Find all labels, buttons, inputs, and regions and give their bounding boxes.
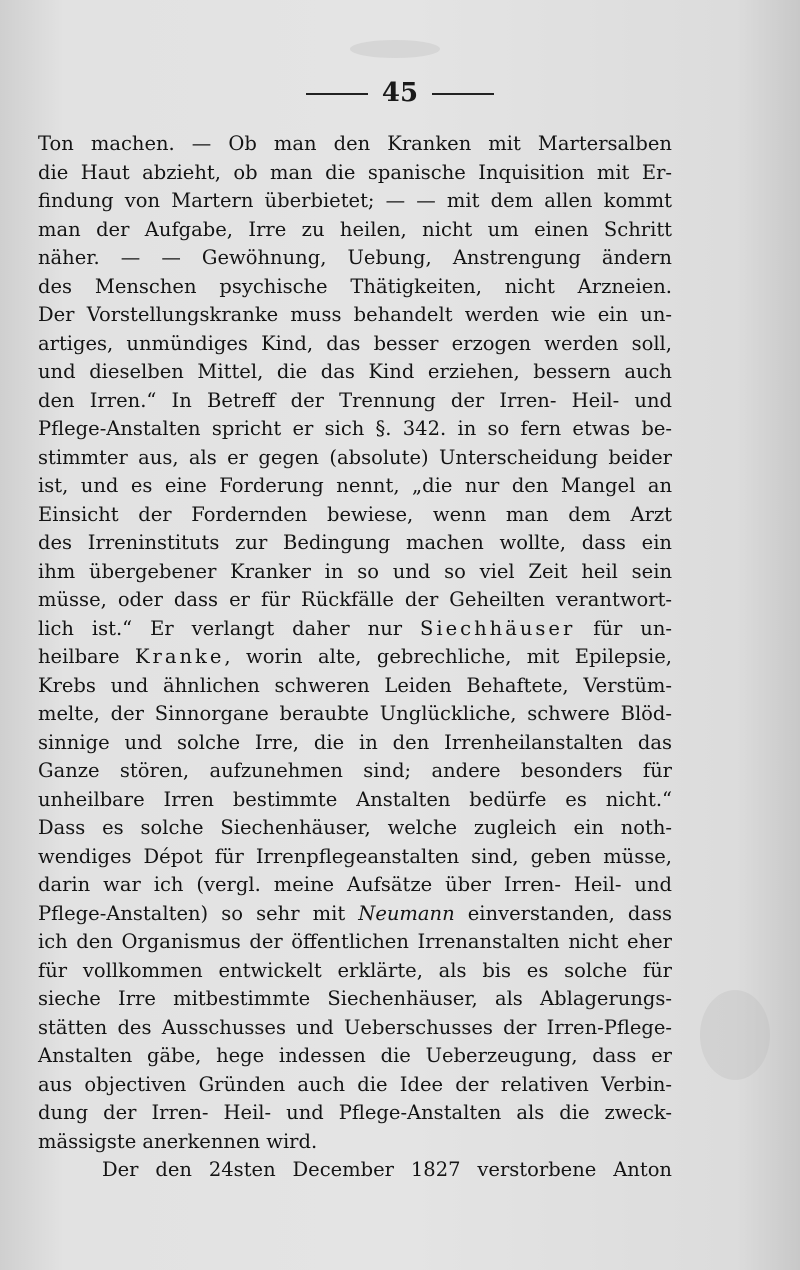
text-line: stimmter aus, als er gegen (absolute) Unterscheidung beider [38, 445, 672, 469]
text-line: melte, der Sinnorgane beraubte Unglückliche, schwere Blöd- [38, 702, 672, 725]
text-line: darin war ich (vergl. meine Aufsätze über Irren- Heil- und [38, 873, 672, 896]
text-line: Einsicht der Fordernden bewiese, wenn man dem Arzt [38, 502, 672, 526]
text-line: Der den 24sten December 1827 verstorbene Anton [102, 1158, 672, 1181]
paper-stain [700, 990, 770, 1080]
text-segment: heilbare [38, 645, 135, 668]
text-line: Anstalten gäbe, hege indessen die Ueberzeugung, dass er [38, 1044, 672, 1067]
text-line [38, 643, 672, 672]
author-name: Neumann [358, 901, 455, 925]
page-number: 45 [381, 78, 419, 108]
text-line: des Menschen psychische Thätigkeiten, nicht Arzneien. [38, 274, 672, 298]
text-line: die Haut abzieht, ob man die spanische Inquisition mit Er- [38, 160, 672, 184]
text-segment: einverstanden, dass [454, 901, 672, 925]
body-text [38, 130, 672, 1185]
text-line: ich den Organismus der öffentlichen Irrenanstalten nicht eher [38, 930, 672, 953]
text-line: Krebs und ähnlichen schweren Leiden Behaftete, Verstüm- [38, 673, 672, 697]
text-line: müsse, oder dass er für Rückfälle der Geheilten verantwort- [38, 588, 672, 611]
text-line: und dieselben Mittel, die das Kind erziehen, bessern auch [38, 360, 672, 383]
text-segment: Pflege-Anstalten) so sehr mit [38, 901, 359, 925]
emphasized-term: Kranke [134, 645, 225, 668]
text-line: man der Aufgabe, Irre zu heilen, nicht um einen Schritt [38, 217, 672, 241]
text-segment: für un- [575, 616, 672, 640]
text-line: findung von Martern überbietet; — — mit dem allen kommt [38, 189, 672, 212]
text-line [38, 900, 672, 929]
text-line: Pflege-Anstalten spricht er sich §. 342. in so fern etwas be- [38, 417, 672, 440]
text-line: dung der Irren- Heil- und Pflege-Anstalten als die zweck- [38, 1101, 672, 1124]
text-line: für vollkommen entwickelt erklärte, als bis es solche für [38, 958, 672, 982]
text-line: ihm übergebener Kranker in so und so viel Zeit heil sein [38, 559, 672, 583]
paper-stain [350, 40, 440, 58]
text-line: Dass es solche Siechenhäuser, welche zugleich ein noth- [38, 816, 672, 839]
text-line: wendiges Dépot für Irrenpflegeanstalten sind, geben müsse, [38, 844, 672, 868]
emphasized-term: Siechhäuser [420, 616, 576, 640]
text-line: Der Vorstellungskranke muss behandelt werden wie ein un- [38, 303, 672, 326]
header-rule-left [306, 93, 368, 95]
text-line: mässigste anerkennen wird. [38, 1129, 318, 1153]
text-segment: lich ist.“ Er verlangt daher nur [38, 616, 421, 640]
text-segment: , worin alte, gebrechliche, mit Epilepsie, [224, 645, 672, 668]
text-line: sinnige und solche Irre, die in den Irrenheilanstalten das [38, 730, 672, 754]
text-line: den Irren.“ In Betreff der Trennung der Irren- Heil- und [38, 388, 672, 412]
text-line: des Irreninstituts zur Bedingung machen wollte, dass ein [38, 531, 672, 554]
text-line: unheilbare Irren bestimmte Anstalten bedürfe es nicht.“ [38, 787, 672, 811]
text-line: Ton machen. — Ob man den Kranken mit Martersalben [38, 132, 672, 155]
text-line: aus objectiven Gründen auch die Idee der relativen Verbin- [38, 1072, 672, 1096]
text-line: ist, und es eine Forderung nennt, „die nur den Mangel an [38, 474, 672, 497]
text-line: sieche Irre mitbestimmte Siechenhäuser, als Ablagerungs- [38, 987, 672, 1010]
text-line: Ganze stören, aufzunehmen sind; andere besonders für [38, 759, 672, 782]
page-header [0, 78, 800, 108]
text-line [38, 615, 672, 644]
text-line: artiges, unmündiges Kind, das besser erzogen werden soll, [38, 331, 672, 355]
text-line: stätten des Ausschusses und Ueberschusses der Irren-Pflege- [38, 1015, 672, 1039]
header-rule-right [432, 93, 494, 95]
text-line: näher. — — Gewöhnung, Uebung, Anstrengung ändern [38, 246, 672, 269]
